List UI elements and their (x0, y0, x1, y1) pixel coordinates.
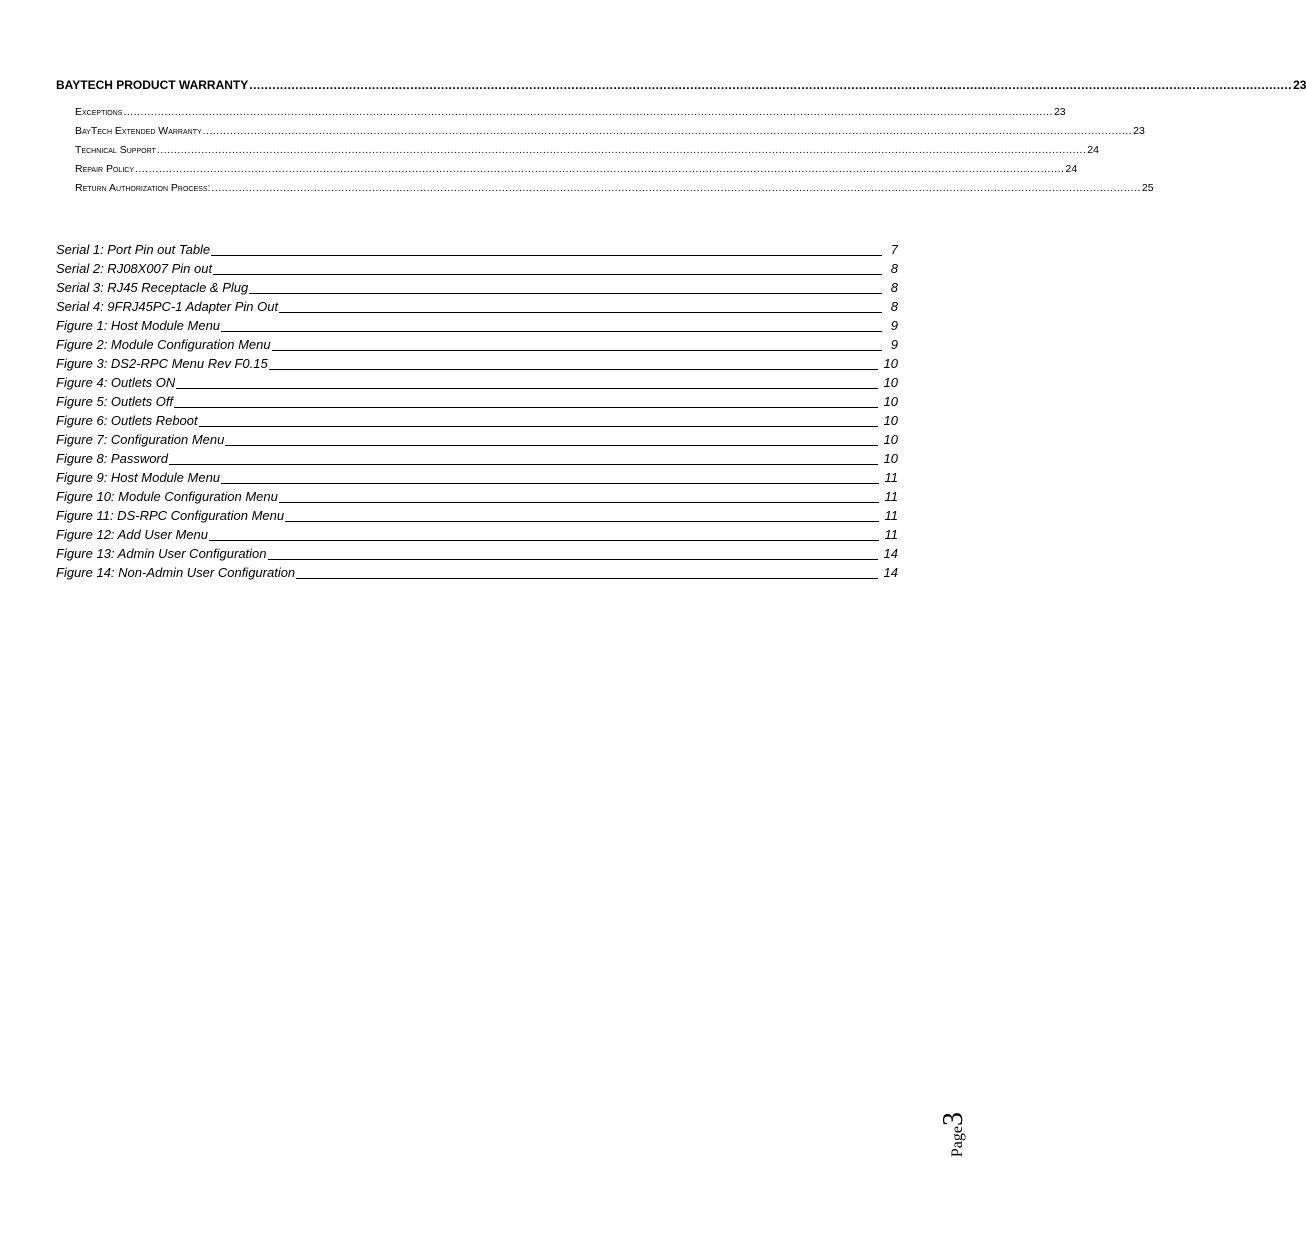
figure-entry[interactable] (56, 413, 898, 432)
figure-entry-label: Serial 1: Port Pin out Table (56, 242, 211, 257)
figure-entry-label: Figure 13: Admin User Configuration (56, 546, 267, 561)
figure-entry-page: 10 (883, 432, 898, 447)
toc-entry-exceptions[interactable] (56, 106, 1066, 125)
page-number-value: 3 (938, 1112, 969, 1126)
figure-entry[interactable] (56, 508, 898, 527)
figure-entry-label: Serial 4: 9FRJ45PC-1 Adapter Pin Out (56, 299, 279, 314)
underline-leader (285, 521, 878, 522)
toc-entry-page: 25 (1141, 182, 1154, 194)
underline-leader (268, 559, 878, 560)
toc-entry-technical-support[interactable] (56, 144, 1099, 163)
figure-entry[interactable] (56, 470, 898, 489)
toc-entry-page: 24 (1065, 163, 1078, 175)
figure-entry[interactable] (56, 375, 898, 394)
warranty-toc (56, 78, 1306, 201)
figure-entry-page: 10 (883, 375, 898, 390)
figure-entry-label: Figure 7: Configuration Menu (56, 432, 225, 447)
figure-entry-page: 11 (884, 527, 898, 542)
figure-entry-page: 14 (883, 565, 898, 580)
figure-entry[interactable] (56, 337, 898, 356)
underline-leader (199, 426, 878, 427)
figure-list (56, 242, 898, 584)
figure-entry-label: Figure 3: DS2-RPC Menu Rev F0.15 (56, 356, 268, 371)
figure-entry[interactable] (56, 489, 898, 508)
page-word: Page (949, 1126, 966, 1158)
underline-leader (296, 578, 877, 579)
figure-entry-label: Serial 3: RJ45 Receptacle & Plug (56, 280, 249, 295)
toc-entry-label: Return Authorization Process: (75, 182, 211, 194)
figure-entry[interactable] (56, 527, 898, 546)
toc-entry-label: BAYTECH PRODUCT WARRANTY (56, 78, 249, 92)
underline-leader (221, 331, 882, 332)
figure-entry-label: Figure 4: Outlets ON (56, 375, 176, 390)
figure-entry[interactable] (56, 299, 898, 318)
figure-entry-label: Figure 9: Host Module Menu (56, 470, 221, 485)
toc-entry-label: BayTech Extended Warranty (75, 125, 202, 137)
figure-entry-label: Figure 6: Outlets Reboot (56, 413, 198, 428)
underline-leader (209, 540, 879, 541)
toc-entry-label: Technical Support (75, 144, 156, 156)
figure-entry-label: Serial 2: RJ08X007 Pin out (56, 261, 213, 276)
underline-leader (272, 350, 882, 351)
toc-entry-extended-warranty[interactable] (56, 125, 1145, 144)
figure-entry[interactable] (56, 280, 898, 299)
figure-entry[interactable] (56, 318, 898, 337)
figure-entry-page: 9 (890, 318, 898, 333)
figure-entry-page: 10 (883, 413, 898, 428)
figure-entry-page: 11 (884, 508, 898, 523)
figure-entry[interactable] (56, 451, 898, 470)
figure-entry-page: 8 (890, 261, 898, 276)
figure-entry-page: 8 (890, 280, 898, 295)
toc-entry-return-authorization[interactable] (56, 182, 1154, 201)
underline-leader (269, 369, 878, 370)
dot-leader (157, 144, 1087, 156)
figure-entry[interactable] (56, 546, 898, 565)
figure-entry-page: 9 (890, 337, 898, 352)
figure-entry-label: Figure 11: DS-RPC Configuration Menu (56, 508, 285, 523)
figure-entry-label: Figure 12: Add User Menu (56, 527, 208, 542)
dot-leader (135, 163, 1065, 175)
underline-leader (249, 293, 882, 294)
figure-entry[interactable] (56, 394, 898, 413)
figure-entry-label: Figure 10: Module Configuration Menu (56, 489, 278, 504)
underline-leader (211, 255, 882, 256)
page-number (938, 1112, 970, 1157)
dot-leader (203, 125, 1133, 137)
figure-entry[interactable] (56, 242, 898, 261)
toc-entry-label: Repair Policy (75, 163, 134, 175)
figure-entry-label: Figure 2: Module Configuration Menu (56, 337, 271, 352)
underline-leader (225, 445, 877, 446)
figure-entry-page: 11 (884, 470, 898, 485)
dot-leader (123, 106, 1053, 118)
underline-leader (221, 483, 878, 484)
toc-entry-page: 23 (1133, 125, 1145, 137)
figure-entry-page: 7 (890, 242, 898, 257)
underline-leader (213, 274, 882, 275)
figure-entry[interactable] (56, 432, 898, 451)
dot-leader (249, 78, 1292, 92)
toc-entry-warranty[interactable] (56, 78, 1306, 97)
figure-entry-page: 10 (883, 451, 898, 466)
figure-entry-page: 10 (883, 356, 898, 371)
figure-entry-label: Figure 1: Host Module Menu (56, 318, 221, 333)
toc-entry-page: 23 (1293, 78, 1306, 92)
toc-entry-page: 23 (1053, 106, 1066, 118)
underline-leader (279, 312, 882, 313)
figure-entry-label: Figure 8: Password (56, 451, 168, 466)
underline-leader (176, 388, 877, 389)
underline-leader (279, 502, 879, 503)
underline-leader (169, 464, 878, 465)
toc-entry-repair-policy[interactable] (56, 163, 1078, 182)
toc-entry-label: Exceptions (75, 106, 123, 118)
figure-entry-label: Figure 5: Outlets Off (56, 394, 174, 409)
figure-entry-page: 11 (884, 489, 898, 504)
toc-entry-page: 24 (1087, 144, 1099, 156)
figure-entry[interactable] (56, 261, 898, 280)
figure-entry[interactable] (56, 356, 898, 375)
figure-entry[interactable] (56, 565, 898, 584)
figure-entry-label: Figure 14: Non-Admin User Configuration (56, 565, 296, 580)
figure-entry-page: 14 (883, 546, 898, 561)
underline-leader (174, 407, 877, 408)
figure-entry-page: 10 (883, 394, 898, 409)
dot-leader (211, 182, 1141, 194)
figure-entry-page: 8 (890, 299, 898, 314)
